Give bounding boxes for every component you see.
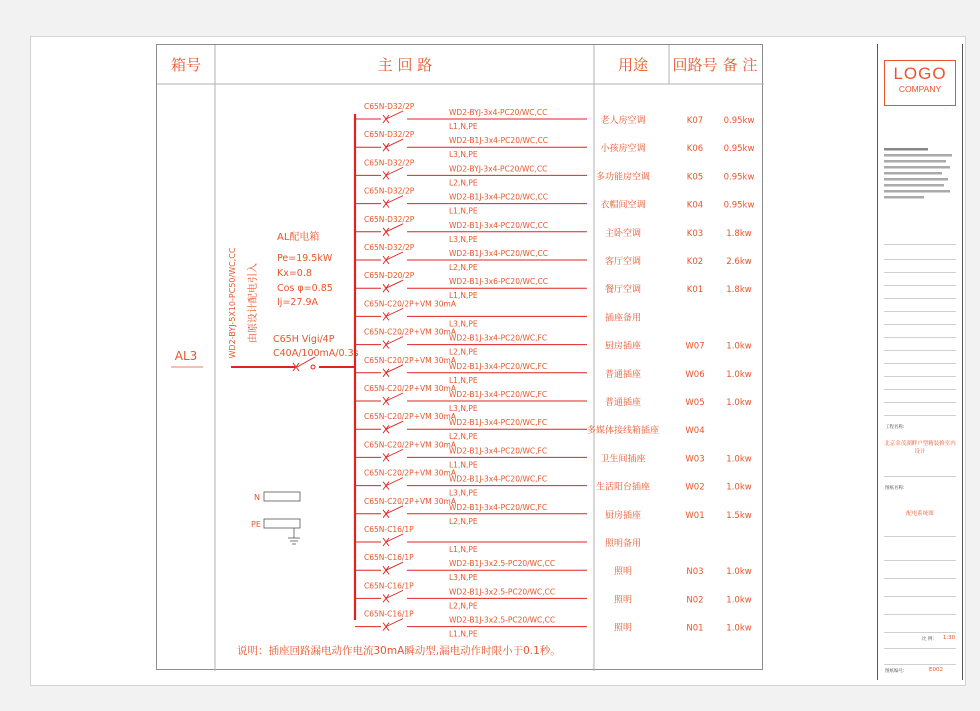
usage-label: 小孩房空调 bbox=[600, 144, 646, 155]
phase-label: L3,N,PE bbox=[449, 234, 478, 244]
phase-label: L3,N,PE bbox=[449, 573, 478, 583]
circuit-no-label: W07 bbox=[685, 341, 705, 352]
remark-label: 1.0kw bbox=[726, 454, 752, 465]
scale-value: 1:30 bbox=[942, 635, 956, 641]
usage-label: 普通插座 bbox=[604, 398, 642, 408]
cable-label: WD2-B1J-3x4-PC20/WC,FC bbox=[449, 474, 548, 484]
main-rcd-symbol bbox=[311, 365, 315, 369]
breaker-label: C65N-D32/2P bbox=[364, 158, 415, 168]
incoming-source: 由原设计配电引入 bbox=[248, 263, 259, 343]
panel-name: AL配电箱 bbox=[277, 232, 320, 243]
phase-label: L3,N,PE bbox=[449, 404, 478, 413]
tb-divider bbox=[884, 596, 956, 597]
header-main-circuit: 主 回 路 bbox=[377, 56, 433, 74]
usage-label: 照明 bbox=[613, 623, 633, 634]
phase-label: L3,N,PE bbox=[449, 150, 478, 160]
circuit-no-label: K04 bbox=[686, 200, 704, 211]
copyright-note bbox=[884, 148, 958, 205]
cable-label: WD2-BYJ-3x4-PC20/WC,CC bbox=[449, 164, 548, 174]
drawing-name: 配电系统图 bbox=[906, 511, 934, 517]
remark-label: 1.0kw bbox=[726, 595, 752, 606]
tb-divider bbox=[884, 350, 956, 351]
branch-circuits bbox=[355, 102, 754, 639]
drawing-name-label: 图纸名称: bbox=[885, 486, 905, 491]
circuit-no-label: N02 bbox=[686, 595, 704, 606]
project-name: 北京金茂湖畔户型精装修室内设计 bbox=[884, 441, 956, 455]
header-box-no: 箱号 bbox=[170, 56, 202, 74]
tb-divider bbox=[884, 285, 956, 286]
phase-label: L1,N,PE bbox=[449, 629, 478, 639]
usage-label: 衣帽间空调 bbox=[600, 200, 646, 211]
usage-label: 老人房空调 bbox=[600, 116, 646, 126]
usage-label: 多功能房空调 bbox=[595, 172, 651, 183]
distribution-diagram bbox=[156, 44, 763, 670]
breaker-label: C65N-C20/2P+VM 30mA bbox=[364, 440, 456, 450]
remark-label: 1.0kw bbox=[726, 341, 752, 352]
remark-label: 1.0kw bbox=[726, 482, 752, 493]
circuit-no-label: W05 bbox=[685, 398, 705, 408]
breaker-label: C65N-C20/2P+VM 30mA bbox=[364, 299, 456, 309]
breaker-label: C65N-D32/2P bbox=[364, 186, 415, 196]
circuit-no-label: N01 bbox=[686, 623, 704, 634]
tb-divider bbox=[884, 648, 956, 649]
logo-text: LOGO bbox=[893, 64, 947, 83]
cable-label: WD2-B1J-3x4-PC20/WC,CC bbox=[449, 220, 548, 230]
cable-label: WD2-B1J-3x2.5-PC20/WC,CC bbox=[449, 559, 556, 569]
phase-label: L3,N,PE bbox=[449, 319, 478, 329]
remark-label: 1.0kw bbox=[726, 369, 752, 380]
circuit-no-label: K03 bbox=[686, 228, 704, 239]
phase-label: L1,N,PE bbox=[449, 206, 478, 216]
breaker-label: C65N-C20/2P+VM 30mA bbox=[364, 496, 456, 506]
title-block bbox=[877, 44, 963, 680]
cable-label: WD2-B1J-3x4-PC20/WC,CC bbox=[449, 192, 548, 202]
cable-label: WD2-B1J-3x2.5-PC20/WC,CC bbox=[449, 587, 556, 597]
phase-label: L1,N,PE bbox=[449, 122, 478, 131]
phase-label: L2,N,PE bbox=[449, 178, 478, 188]
circuit-no-label: W03 bbox=[685, 454, 705, 465]
usage-label: 厨房插座 bbox=[604, 510, 642, 521]
tb-divider bbox=[884, 272, 956, 273]
tb-divider bbox=[884, 632, 956, 633]
main-breaker-rating: C40A/100mA/0.3s bbox=[273, 348, 359, 359]
remark-label: 0.95kw bbox=[723, 200, 755, 211]
drawing-no: E002 bbox=[929, 667, 943, 673]
main-breaker: C65H Vigi/4P bbox=[273, 334, 335, 345]
usage-label: 厨房插座 bbox=[604, 341, 642, 352]
usage-label: 餐厅空调 bbox=[604, 285, 642, 296]
breaker-label: C65N-C20/2P+VM 30mA bbox=[364, 355, 456, 365]
phase-label: L2,N,PE bbox=[449, 516, 478, 526]
n-terminal-label: N bbox=[254, 493, 260, 502]
n-terminal bbox=[264, 492, 300, 501]
remark-label: 1.8kw bbox=[726, 228, 752, 239]
breaker-label: C65N-C20/2P+VM 30mA bbox=[364, 384, 456, 393]
usage-label: 客厅空调 bbox=[604, 257, 642, 267]
remark-label: 1.0kw bbox=[726, 567, 752, 578]
usage-label: 主卧空调 bbox=[604, 228, 642, 239]
tb-divider bbox=[884, 311, 956, 312]
breaker-label: C65N-D32/2P bbox=[364, 130, 415, 140]
remark-label: 0.95kw bbox=[723, 116, 755, 126]
breaker-label: C65N-C16/1P bbox=[364, 581, 414, 591]
circuit-no-label: K07 bbox=[686, 116, 704, 126]
incoming-cable: WD2-BYJ-5X10-PC50/WC,CC bbox=[228, 247, 237, 359]
panel-cos: Cos φ=0.85 bbox=[277, 283, 333, 294]
cable-label: WD2-B1J-3x4-PC20/WC,CC bbox=[449, 249, 548, 258]
cable-label: WD2-B1J-3x4-PC20/WC,FC bbox=[449, 502, 548, 512]
remark-label: 1.8kw bbox=[726, 285, 752, 296]
diagram-svg bbox=[157, 45, 764, 671]
usage-label: 插座备用 bbox=[604, 313, 642, 324]
pe-terminal-label: PE bbox=[251, 520, 261, 529]
diagram-note: 说明：插座回路漏电动作电流30mA瞬动型,漏电动作时限小于0.1秒。 bbox=[237, 645, 561, 657]
tb-divider bbox=[884, 259, 956, 260]
panel-pe: Pe=19.5kW bbox=[277, 253, 333, 264]
circuit-no-label: W06 bbox=[685, 369, 705, 380]
remark-label: 1.0kw bbox=[726, 398, 752, 408]
usage-label: 照明 bbox=[613, 595, 633, 606]
tb-divider bbox=[884, 578, 956, 579]
circuit-no-label: N03 bbox=[686, 567, 704, 578]
usage-label: 照明 bbox=[613, 567, 633, 578]
remark-label: 1.0kw bbox=[726, 623, 752, 634]
circuit-no-label: W02 bbox=[685, 482, 705, 493]
breaker-label: C65N-C16/1P bbox=[364, 553, 414, 563]
breaker-label: C65N-D32/2P bbox=[364, 243, 415, 252]
remark-label: 2.6kw bbox=[726, 257, 752, 267]
usage-label: 多媒体接线箱插座 bbox=[586, 426, 660, 437]
panel-ij: Ij=27.9A bbox=[277, 297, 319, 308]
tb-divider bbox=[884, 476, 956, 477]
cable-label: WD2-B1J-3x4-PC20/WC,FC bbox=[449, 333, 548, 343]
breaker-label: C65N-D32/2P bbox=[364, 102, 415, 111]
tb-divider bbox=[884, 244, 956, 245]
usage-label: 普通插座 bbox=[604, 369, 642, 380]
cable-label: WD2-B1J-3x4-PC20/WC,FC bbox=[449, 390, 548, 399]
tb-divider bbox=[884, 536, 956, 537]
remark-label: 0.95kw bbox=[723, 144, 755, 155]
breaker-label: C65N-C20/2P+VM 30mA bbox=[364, 468, 456, 478]
header-remark: 备 注 bbox=[722, 56, 758, 74]
circuit-no-label: W01 bbox=[685, 510, 705, 521]
project-name-label: 工程名称: bbox=[885, 425, 905, 430]
phase-label: L1,N,PE bbox=[449, 545, 478, 554]
box-id: AL3 bbox=[174, 349, 198, 363]
header-circuit-no: 回路号 bbox=[672, 56, 718, 74]
remark-label: 1.5kw bbox=[726, 510, 752, 521]
tb-divider bbox=[884, 324, 956, 325]
breaker-label: C65N-D32/2P bbox=[364, 214, 415, 224]
cable-label: WD2-B1J-3x2.5-PC20/WC,CC bbox=[449, 615, 556, 625]
drawing-no-label: 图纸编号: bbox=[885, 669, 905, 674]
breaker-label: C65N-C20/2P+VM 30mA bbox=[364, 412, 456, 422]
company-logo bbox=[884, 60, 956, 106]
phase-label: L2,N,PE bbox=[449, 347, 478, 357]
breaker-label: C65N-C16/1P bbox=[364, 525, 414, 534]
tb-divider bbox=[884, 664, 956, 665]
circuit-no-label: K01 bbox=[686, 285, 704, 296]
header-usage: 用途 bbox=[617, 56, 649, 74]
cable-label: WD2-B1J-3x6-PC20/WC,CC bbox=[449, 277, 548, 287]
usage-label: 照明备用 bbox=[604, 539, 642, 549]
remark-label: 0.95kw bbox=[723, 172, 755, 183]
phase-label: L3,N,PE bbox=[449, 488, 478, 498]
phase-label: L2,N,PE bbox=[449, 263, 478, 272]
phase-label: L2,N,PE bbox=[449, 432, 478, 442]
tb-divider bbox=[884, 614, 956, 615]
copyright-text-lines bbox=[884, 148, 956, 204]
breaker-label: C65N-C20/2P+VM 30mA bbox=[364, 327, 456, 337]
usage-label: 卫生间插座 bbox=[600, 454, 646, 465]
circuit-no-label: K05 bbox=[686, 172, 704, 183]
cable-label: WD2-B1J-3x4-PC20/WC,FC bbox=[449, 418, 548, 428]
circuit-no-label: W04 bbox=[685, 426, 705, 437]
cable-label: WD2-B1J-3x4-PC20/WC,FC bbox=[449, 446, 548, 456]
tb-divider bbox=[884, 402, 956, 403]
circuit-no-label: K06 bbox=[686, 144, 704, 155]
cable-label: WD2-B1J-3x4-PC20/WC,FC bbox=[449, 361, 548, 371]
tb-divider bbox=[884, 337, 956, 338]
phase-label: L1,N,PE bbox=[449, 375, 478, 385]
phase-label: L2,N,PE bbox=[449, 601, 478, 611]
tb-divider bbox=[884, 298, 956, 299]
circuit-no-label: K02 bbox=[686, 257, 704, 267]
panel-kx: Kx=0.8 bbox=[277, 268, 312, 279]
phase-label: L1,N,PE bbox=[449, 291, 478, 301]
tb-divider bbox=[884, 376, 956, 377]
ground-symbol bbox=[288, 528, 300, 544]
cable-label: WD2-B1J-3x4-PC20/WC,CC bbox=[449, 136, 548, 146]
pe-terminal bbox=[264, 519, 300, 528]
usage-label: 生活阳台插座 bbox=[595, 482, 651, 493]
tb-divider bbox=[884, 389, 956, 390]
breaker-label: C65N-C16/1P bbox=[364, 609, 414, 619]
tb-divider bbox=[884, 560, 956, 561]
cable-label: WD2-BYJ-3x4-PC20/WC,CC bbox=[449, 108, 548, 117]
logo-company: COMPANY bbox=[898, 84, 942, 94]
breaker-label: C65N-D20/2P bbox=[364, 271, 415, 281]
tb-divider bbox=[884, 415, 956, 416]
scale-label: 比 例: bbox=[922, 637, 934, 642]
tb-divider bbox=[884, 363, 956, 364]
phase-label: L1,N,PE bbox=[449, 460, 478, 470]
